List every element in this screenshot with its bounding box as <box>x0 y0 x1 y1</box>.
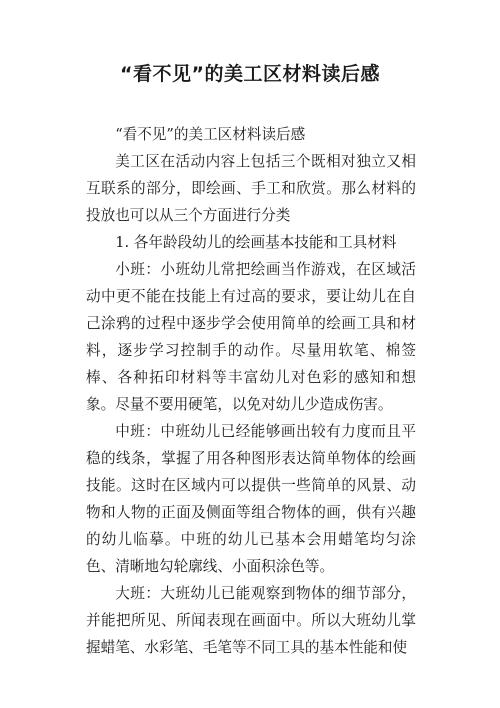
document-title: “看不见”的美工区材料读后感 <box>120 63 380 85</box>
paragraph-large-class: 大班：大班幼儿已能观察到物体的细节部分，并能把所见、所闻表现在画面中。所以大班幼儿掌握蜡笔、水彩笔、毛笔等不同工具的基本性能和使 <box>86 585 416 656</box>
paragraph-middle-class: 中班：中班幼儿已经能够画出较有力度而且平稳的线条，掌握了用各种图形表达简单物体的绘画技能。这时在区域内可以提供一些简单的风景、动物和人物的正面及侧面等组合物体的画，供有兴趣的幼儿临摹。中班的幼儿已基本会用蜡笔均匀涂色、清晰地勾轮廓线、小面积涂色等。 <box>86 423 416 575</box>
paragraph-subtitle: “看不见”的美工区材料读后感 <box>115 126 306 143</box>
paragraph-section-heading: 1. 各年龄段幼儿的绘画基本技能和工具材料 <box>115 234 397 251</box>
paragraph-small-class: 小班：小班幼儿常把绘画当作游戏，在区域活动中更不能在技能上有过高的要求，要让幼儿在自己涂鸦的过程中逐步学会使用简单的绘画工具和材料，逐步学习控制手的动作。尽量用软笔、棉签棒、各种拓印材料等丰富幼儿对色彩的感知和想象。尽量不要用硬笔，以免对幼儿少造成伤害。 <box>86 261 416 413</box>
document-body <box>86 121 416 661</box>
paragraph-intro: 美工区在活动内容上包括三个既相对独立又相互联系的部分，即绘画、手工和欣赏。那么材料的投放也可以从三个方面进行分类 <box>86 153 416 224</box>
